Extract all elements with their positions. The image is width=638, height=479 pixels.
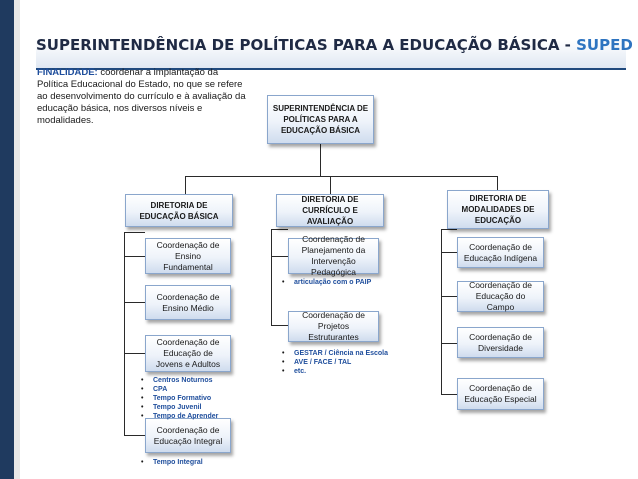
list-item: • Centros Noturnos bbox=[141, 377, 213, 384]
connector-col1-4 bbox=[124, 435, 145, 436]
list-item: • AVE / FACE / TAL bbox=[282, 359, 352, 366]
list-item: • articulação com o PAIP bbox=[282, 279, 372, 286]
connector-col1-3 bbox=[124, 353, 145, 354]
connector-col3-2 bbox=[441, 296, 457, 297]
list-item: • Tempo Integral bbox=[141, 459, 203, 466]
list-item: • Tempo Formativo bbox=[141, 395, 212, 402]
connector-col1-2 bbox=[124, 302, 145, 303]
list-item: • Tempo Juvenil bbox=[141, 404, 202, 411]
connector-col3-3 bbox=[441, 343, 457, 344]
coord-projetos-estruturantes: Coordenação de Projetos Estruturantes bbox=[288, 311, 379, 342]
coord-educacao-integral: Coordenação de Educação Integral bbox=[145, 418, 231, 453]
connector-col1-1 bbox=[124, 256, 145, 257]
connector-col3-vertical bbox=[441, 229, 442, 394]
bullets-projetos bbox=[282, 349, 388, 376]
directorate-curriculo-avaliacao: DIRETORIA DE CURRÍCULO E AVALIAÇÃO bbox=[276, 194, 384, 227]
connector-col3-4 bbox=[441, 394, 457, 395]
coord-jovens-adultos: Coordenação de Educação de Jovens e Adultos bbox=[145, 335, 231, 372]
coord-planejamento: Coordenação de Planejamento da Intervenção Pedagógica bbox=[288, 238, 379, 274]
finalidade-text bbox=[37, 67, 247, 127]
title-accent: SUPED bbox=[576, 36, 633, 54]
list-item: • GESTAR / Ciência na Escola bbox=[282, 350, 389, 357]
coord-educacao-campo: Coordenação de Educação do Campo bbox=[457, 281, 544, 312]
coord-ensino-medio: Coordenação de Ensino Médio bbox=[145, 285, 231, 320]
connector-col2-1 bbox=[271, 256, 288, 257]
connector-col2-vertical bbox=[271, 229, 272, 325]
connector-col3-top bbox=[441, 229, 457, 230]
connector-root-down bbox=[320, 144, 321, 176]
connector-dir1-up bbox=[185, 176, 186, 194]
bullets-eja bbox=[141, 376, 218, 421]
connector-col2-top bbox=[271, 229, 288, 230]
bullets-planejamento bbox=[282, 278, 371, 287]
connector-col3-1 bbox=[441, 252, 457, 253]
coord-educacao-especial: Coordenação de Educação Especial bbox=[457, 378, 544, 410]
root-box: SUPERINTENDÊNCIA DE POLÍTICAS PARA A EDUCAÇÃO BÁSICA bbox=[267, 95, 374, 144]
list-item: • etc. bbox=[282, 368, 307, 375]
connector-top-horizontal bbox=[185, 176, 497, 177]
list-item: • CPA bbox=[141, 386, 168, 393]
connector-col1-top bbox=[124, 232, 145, 233]
finalidade-label: FINALIDADE: bbox=[37, 67, 98, 78]
bullets-integral bbox=[141, 458, 203, 467]
directorate-educacao-basica: DIRETORIA DE EDUCAÇÃO BÁSICA bbox=[125, 194, 233, 227]
connector-col2-2 bbox=[271, 325, 288, 326]
finalidade-body: coordenar a implantação da Política Educacional do Estado, no que se refere ao desenvolvimento do currículo e à avaliação da educação básica, nos diversos níveis e modalidades. bbox=[37, 67, 246, 126]
list-item: • Tempo de Aprender bbox=[141, 413, 219, 420]
coord-ensino-fundamental: Coordenação de Ensino Fundamental bbox=[145, 238, 231, 274]
title-main: SUPERINTENDÊNCIA DE POLÍTICAS PARA A EDUCAÇÃO BÁSICA - bbox=[36, 36, 577, 54]
connector-col1-vertical bbox=[124, 232, 125, 435]
directorate-modalidades: DIRETORIA DE MODALIDADES DE EDUCAÇÃO bbox=[447, 190, 549, 229]
page-title bbox=[36, 36, 633, 54]
left-accent-bar-light bbox=[14, 0, 20, 479]
connector-dir3-up bbox=[497, 176, 498, 190]
coord-educacao-indigena: Coordenação de Educação Indígena bbox=[457, 237, 544, 268]
connector-dir2-up bbox=[330, 176, 331, 194]
coord-diversidade: Coordenação de Diversidade bbox=[457, 327, 544, 358]
left-accent-bar bbox=[0, 0, 14, 479]
